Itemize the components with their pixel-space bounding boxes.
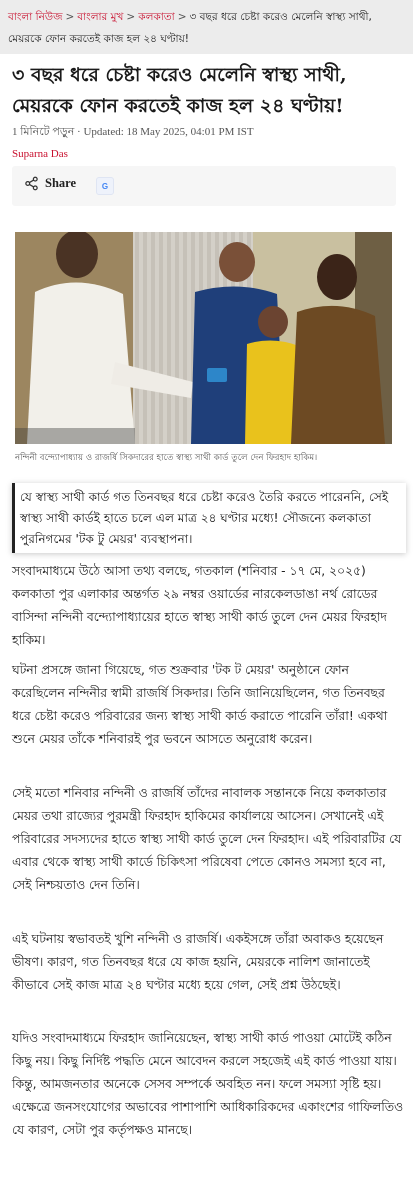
article-paragraph: ঘটনা প্রসঙ্গে জানা গিয়েছে, গত শুক্রবার 'টক ট মেয়র' অনুষ্ঠানে ফোন করেছিলেন নন্দিনীর স্বামী রাজর্ষি সিকদার। তিনি জানিয়েছিলেন, গত তিনবছর ধরে চেষ্টা করেও পরিবারের জন্য স্বাস্থ্য সাথী কার্ড করাতে পারেনি তাঁরা! একথা শুনে মেয়র তাঁকে শনিবারই পুর ভবনে আসতে অনুরোধ করেন।	[12, 663, 388, 746]
breadcrumb-separator: >	[65, 11, 75, 23]
share-label: Share	[45, 176, 77, 190]
share-bar	[12, 166, 396, 206]
google-news-icon[interactable]: G	[96, 177, 114, 195]
breadcrumb-link-bangla-news[interactable]: বাংলা নিউজ	[8, 11, 63, 23]
article-paragraph: সংবাদমাধ্যমে উঠে আসা তথ্য বলছে, গতকাল (শনিবার - ১৭ মে, ২০২৫) কলকাতা পুর এলাকার অন্তর্গত ২৯ নম্বর ওয়ার্ডের নারকেলডাঙা নর্থ রোডের বাসিন্দা নন্দিনী বন্দ্যোপাধ্যায়ের হাতে স্বাস্থ্য সাথী কার্ড তুলে দেন মেয়র ফিরহাদ হাকিম।	[12, 564, 387, 647]
breadcrumb-separator: >	[177, 11, 187, 23]
breadcrumb-current: ৩ বছর ধরে চেষ্টা করেও মেলেনি স্বাস্থ্য সাথী, মেয়রকে ফোন করতেই কাজ হল ২৪ ঘণ্টায়!	[8, 11, 372, 45]
breadcrumb	[0, 0, 413, 54]
read-time: 1 মিনিটে পড়ুন	[12, 126, 75, 138]
article-paragraph: যদিও সংবাদমাধ্যমে ফিরহাদ জানিয়েছেন, স্বাস্থ্য সাথী কার্ড পাওয়া মোটেই কঠিন কিছু নয়। কিছু নির্দিষ্ট পদ্ধতি মেনে আবেদন করলে সহজেই এই কার্ড পাওয়া যায়। কিন্তু, আমজনতার অনেকে সেসব সম্পর্কে অবহিত নন। ফলে সমস্যা সৃষ্টি হয়। এক্ষেত্রে জনসংযোগের অভাবের পাশাপাশি আধিকারিকদের একাংশের গাফিলতিও যে কারণ, সেটা পুর কর্তৃপক্ষও মানছে।	[12, 1031, 404, 1137]
article-title: ৩ বছর ধরে চেষ্টা করেও মেলেনি স্বাস্থ্য সাথী, মেয়রকে ফোন করতেই কাজ হল ২৪ ঘণ্টায়!	[12, 64, 347, 117]
breadcrumb-separator: >	[126, 11, 136, 23]
highlight-bar	[12, 483, 15, 553]
highlight-text: যে স্বাস্থ্য সাথী কার্ড গত তিনবছর ধরে চেষ্টা করেও তৈরি করতে পারেননি, সেই স্বাস্থ্য সাথী কার্ডই হাতে চলে এল মাত্র ২৪ ঘণ্টার মধ্যে! সৌজন্যে কলকাতা পুরনিগমের 'টক টু মেয়র' ব্যবস্থাপনা।	[20, 490, 389, 546]
breadcrumb-link-kolkata[interactable]: কলকাতা	[138, 11, 175, 23]
share-button[interactable]	[24, 176, 76, 191]
author-link[interactable]: Suparna Das	[12, 148, 68, 160]
article-photo-illustration	[15, 232, 392, 444]
share-icon	[24, 176, 39, 191]
updated-time: Updated: 18 May 2025, 04:01 PM IST	[83, 126, 254, 138]
photo-caption: নন্দিনী বন্দ্যোপাধ্যায় ও রাজর্ষি সিকদারের হাতে স্বাস্থ্য সাথী কার্ড তুলে দেন ফিরহাদ হাকিম।	[15, 453, 318, 463]
article-paragraph: সেই মতো শনিবার নন্দিনী ও রাজর্ষি তাঁদের নাবালক সন্তানকে নিয়ে কলকাতার মেয়র তথা রাজ্যের পুরমন্ত্রী ফিরহাদ হাকিমের কার্যালয়ে আসেন। সেখানেই এই পরিবারের সদস্যদের হাতে স্বাস্থ্য সাথী কার্ড তুলে দেন ফিরহাদ। এই পরিবারটির যে এবার থেকে স্বাস্থ্য সাথী কার্ডে চিকিৎসা পরিষেবা পেতে কোনও সমস্যা হবে না, সেই নিশ্চয়তাও দেন তিনি।	[12, 786, 402, 892]
article-paragraph: এই ঘটনায় স্বভাবতই খুশি নন্দিনী ও রাজর্ষি। একইসঙ্গে তাঁরা অবাকও হয়েছেন ভীষণ। কারণ, গত তিনবছর ধরে যে কাজ হয়নি, মেয়রকে নালিশ জানাতেই কীভাবে সেই কাজ মাত্র ২৪ ঘণ্টার মধ্যে হয়ে গেল, সেই প্রশ্ন উঠছেই।	[12, 932, 384, 992]
highlight-box	[12, 483, 406, 553]
meta-separator: ·	[77, 126, 84, 138]
article-photo	[15, 232, 392, 444]
article-meta	[12, 123, 254, 142]
breadcrumb-link-banglar-mukh[interactable]: বাংলার মুখ	[77, 11, 124, 23]
